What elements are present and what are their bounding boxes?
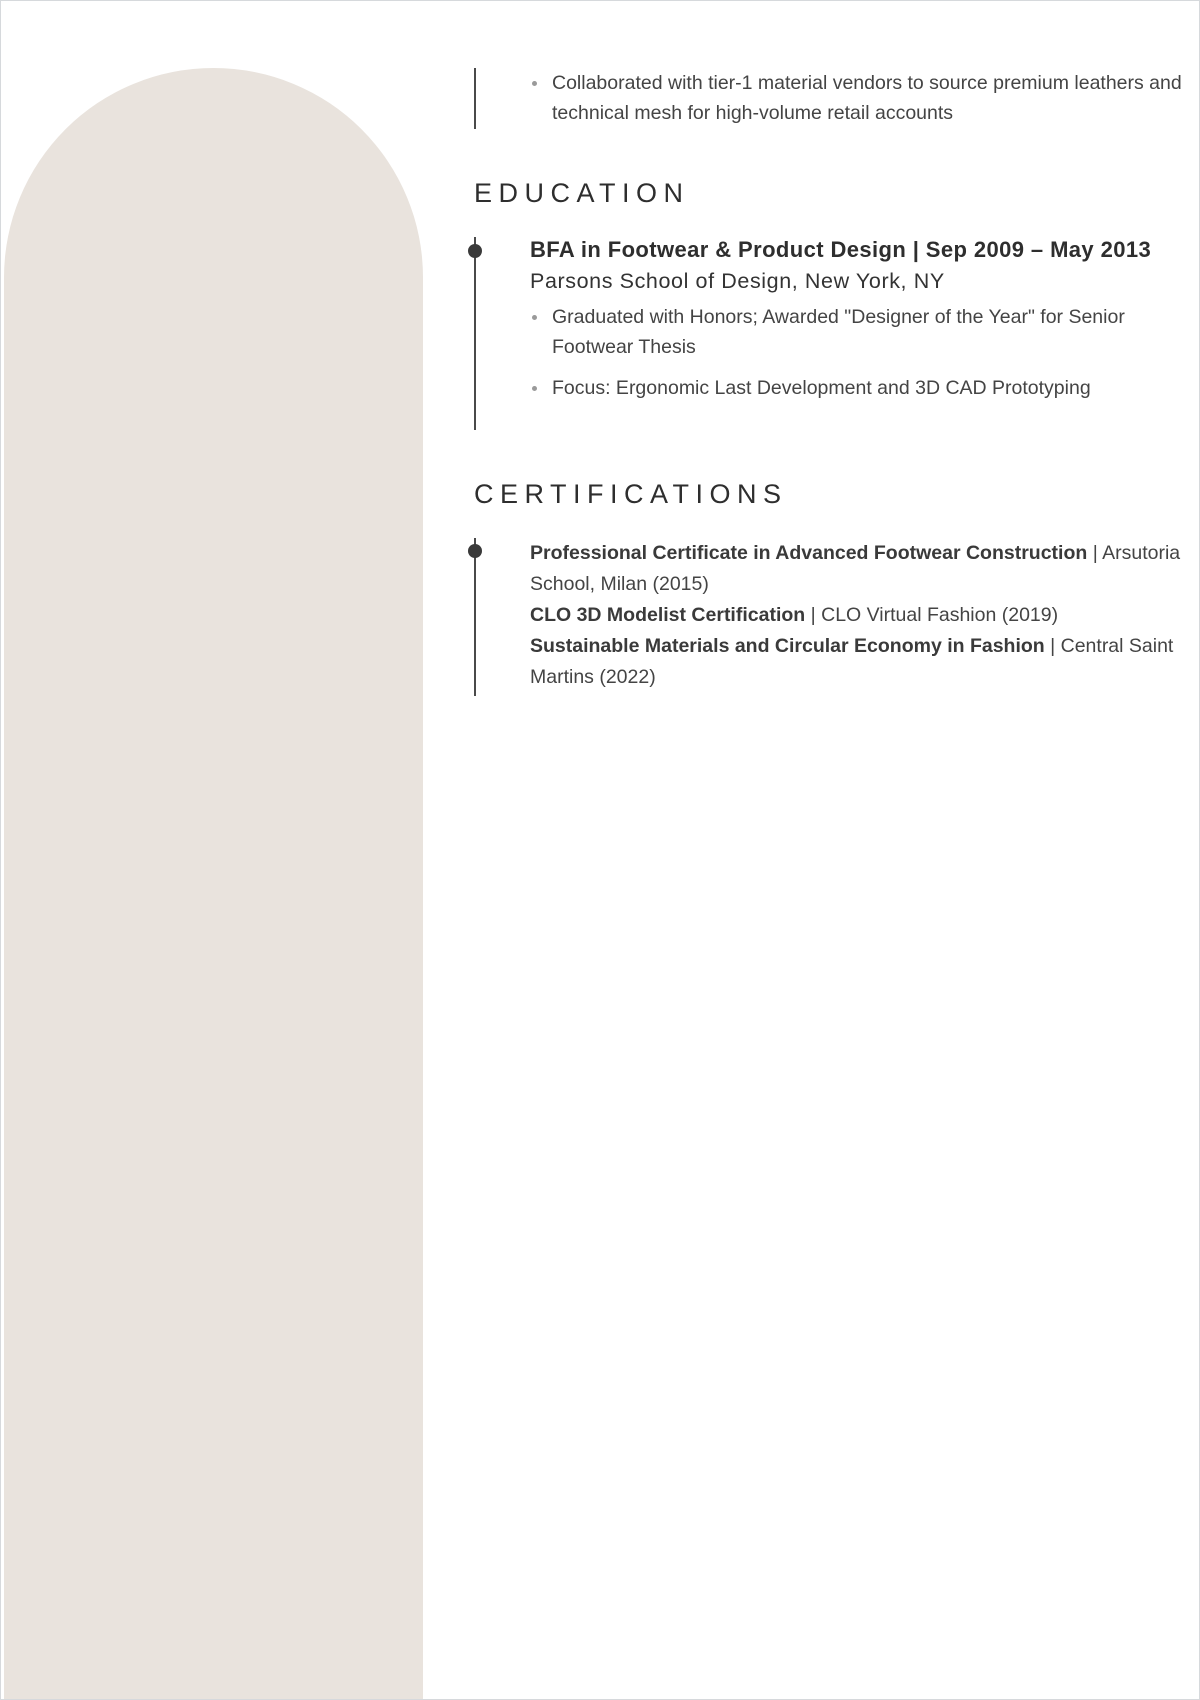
- certifications-title: CERTIFICATIONS: [474, 479, 788, 509]
- timeline-dot: [468, 244, 482, 258]
- timeline-dot: [468, 544, 482, 558]
- certifications-entry: [474, 538, 1200, 693]
- certification-separator: |: [1087, 542, 1103, 564]
- certification-item: [530, 600, 1200, 631]
- certification-separator: |: [805, 604, 822, 626]
- degree-heading: BFA in Footwear & Product Design | Sep 2009 – May 2013: [530, 237, 1152, 262]
- education-bullet: Graduated with Honors; Awarded "Designer of the Year" for Senior Footwear Thesis: [530, 302, 1200, 362]
- certification-detail: CLO Virtual Fashion (2019): [821, 604, 1059, 626]
- education-bullets: [530, 302, 1200, 403]
- certification-item: [530, 631, 1200, 693]
- certification-detail: Arsutoria School, Milan (2015): [530, 542, 1181, 595]
- certification-separator: |: [1044, 635, 1061, 657]
- education-bullet: Focus: Ergonomic Last Development and 3D CAD Prototyping: [530, 373, 1200, 403]
- education-entry: [474, 237, 1200, 403]
- decorative-arch: [4, 68, 423, 1700]
- timeline-line: [474, 237, 476, 430]
- experience-continuation: [474, 68, 1200, 128]
- timeline-line: [474, 538, 476, 696]
- certification-name: CLO 3D Modelist Certification: [530, 604, 806, 626]
- timeline-line: [474, 68, 476, 129]
- certification-name: Professional Certificate in Advanced Footwear Construction: [530, 542, 1088, 564]
- certification-name: Sustainable Materials and Circular Economy in Fashion: [530, 635, 1045, 657]
- certification-item: [530, 538, 1200, 600]
- experience-bullets: [530, 68, 1200, 128]
- school-name: Parsons School of Design, New York, NY: [530, 269, 945, 293]
- experience-bullet: Collaborated with tier-1 material vendors to source premium leathers and technical mesh for high-volume retail accounts: [530, 68, 1200, 128]
- certification-detail: Central Saint Martins (2022): [530, 635, 1174, 688]
- education-title: EDUCATION: [474, 178, 690, 208]
